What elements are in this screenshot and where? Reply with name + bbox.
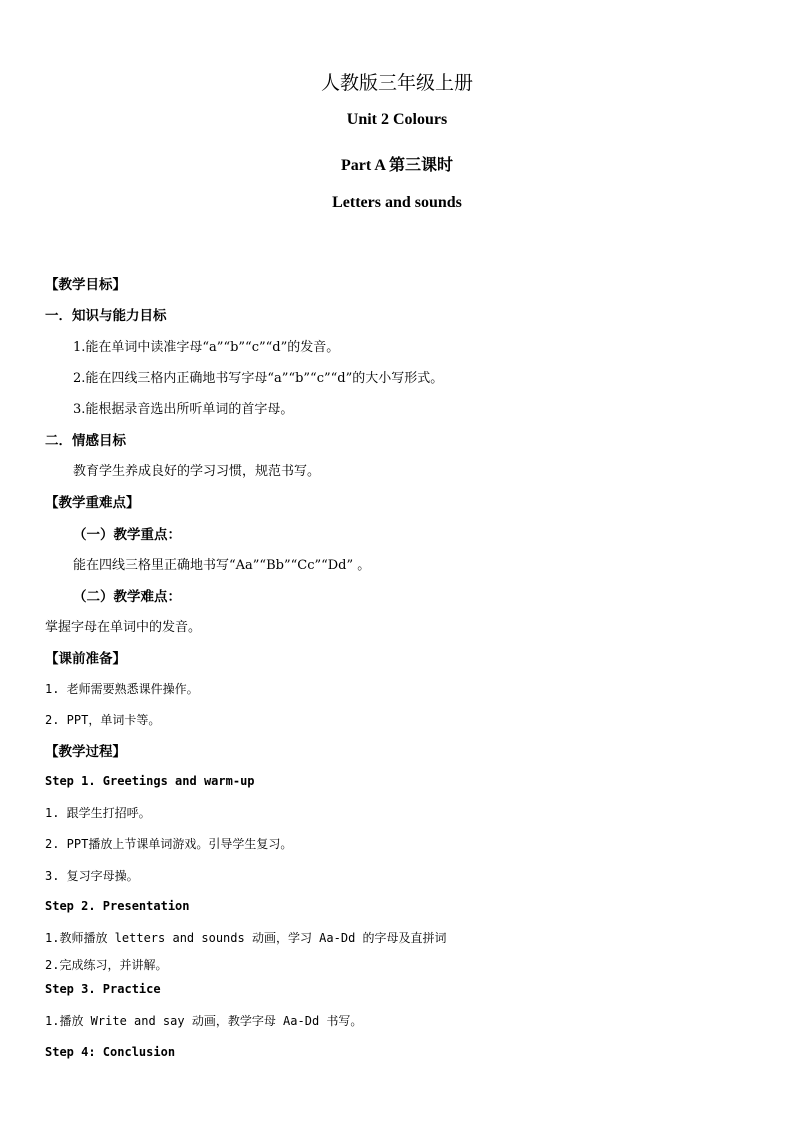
step3-item: 1.播放 Write and say 动画，教学字母 Aa-Dd 书写。 [45,1014,363,1028]
knowledge-item: 2.能在四线三格内正确地书写字母“a”“b”“c”“d”的大小写形式。 [73,371,444,386]
step2-item: 2.完成练习，并讲解。 [45,958,168,972]
focus-heading: （一）教学重点： [73,527,181,543]
emotion-heading: 二．情感目标 [45,433,126,449]
key-points-heading: 【教学重难点】 [45,495,140,511]
step2-item: 1.教师播放 letters and sounds 动画，学习 Aa-Dd 的字母及直拼词 [45,931,447,945]
knowledge-heading: 一．知识与能力目标 [45,308,167,324]
step1-title: Step 1. Greetings and warm-up [45,774,255,788]
knowledge-item: 1.能在单词中读准字母“a”“b”“c”“d”的发音。 [73,340,340,355]
emotion-text: 教育学生养成良好的学习习惯，规范书写。 [73,464,321,479]
focus-text: 能在四线三格里正确地书写“Aa”“Bb”“Cc”“Dd” 。 [73,558,371,573]
doc-title-part: Part A 第三课时 [341,157,453,174]
doc-title-textbook: 人教版三年级上册 [320,72,473,94]
step2-title: Step 2. Presentation [45,899,190,913]
knowledge-item: 3.能根据录音选出所听单词的首字母。 [73,402,294,417]
doc-title-topic: Letters and sounds [332,194,462,211]
step1-item: 2. PPT播放上节课单词游戏。引导学生复习。 [45,837,293,851]
step3-title: Step 3. Practice [45,982,161,996]
doc-title-unit: Unit 2 Colours [346,111,448,128]
step4-title: Step 4: Conclusion [45,1045,176,1059]
preparation-item: 2. PPT，单词卡等。 [45,713,161,727]
step1-item: 3. 复习字母操。 [45,869,139,883]
step1-item: 1. 跟学生打招呼。 [45,806,151,820]
difficulty-text: 掌握字母在单词中的发音。 [45,620,202,635]
process-heading: 【教学过程】 [45,744,126,760]
preparation-item: 1. 老师需要熟悉课件操作。 [45,682,199,696]
preparation-heading: 【课前准备】 [45,651,126,667]
objectives-heading: 【教学目标】 [45,277,126,293]
difficulty-heading: （二）教学难点： [73,589,181,605]
